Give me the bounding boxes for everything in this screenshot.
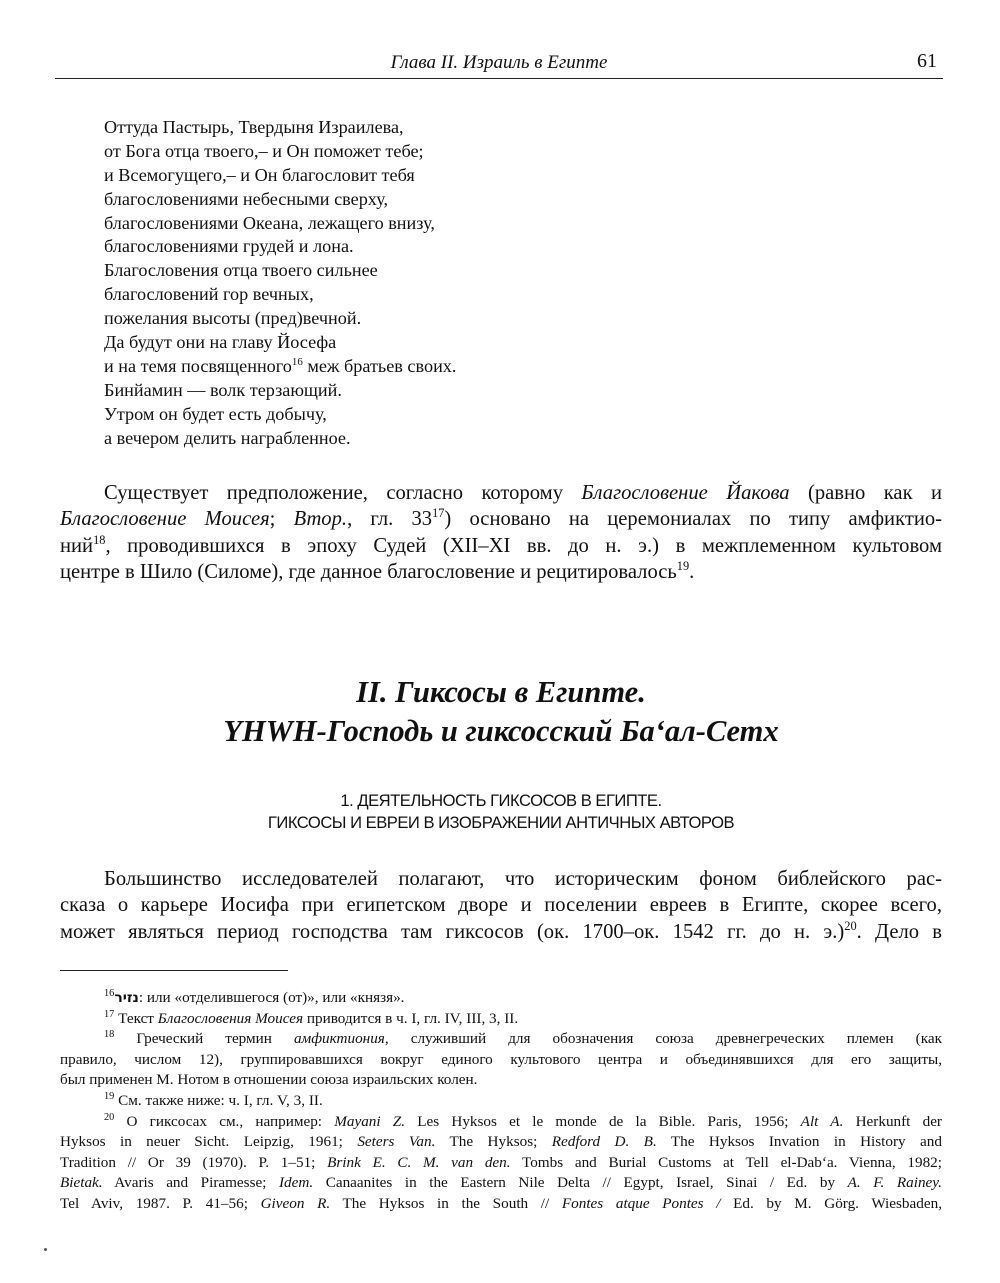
poem-line: а вечером делить награбленное. [104,427,351,448]
poem-line: пожелания высоты (пред)вечной. [104,308,362,329]
poem-line: благословений гор вечных, [104,284,314,305]
poem-block [104,116,456,450]
poem-line: Благословения отца твоего сильнее [104,260,378,281]
footnote-ref[interactable]: 17 [432,506,445,521]
poem-line: Оттуда Пастырь, Твердыня Израилева, [104,117,404,137]
footnotes: $^{16}$נזיר: или «отделившегося (от)», или «князя». $^{17}$ Текст Благословения Моисея приводится в ч. I, гл. IV, III, 3, II. $^{18}$ Греческий термин амфиктиония, служивший для обозначения союза древнегреческих племен (как правило, числом 12), группировавшихся вокруг единого культового центра и объединявшихся для его защиты, был применен М. Нотом в отношении союза израильских колен. $^{19}$ См. также ниже: ч. I, гл. V, 3, II. $^{20}$ О гиксосах см., например: Mayani Z. Les Hyksos et le monde de la Bible. Paris, 1956; Alt A. Herkunft der Hyksos in neuer Sicht. Leipzig, 1961; Seters Van. The Hyksos; Redford D. B. The Hyksos Invation in History and Tradition // Or 39 (1970). P. 1–51; Brink E. C. M. van den. Tombs and Burial Customs at Tell el-Dab‘a. Vienna, 1982; Bietak. Avaris and Piramesse; Idem. Canaanites in the Eastern Nile Delta // Egypt, Israel, Sinai / Ed. by A. F. Rainey. Tel Aviv, 1987. P. 41–56; Giveon R. The Hyksos in the South // Fontes atque Pontes / Ed. by M. Görg. Wiesbaden, [60,987,942,1212]
section-subtitle: 1. ДЕЯТЕЛЬНОСТЬ ГИКСОСОВ В ЕГИПТЕ. ГИКСОСЫ И ЕВРЕИ В ИЗОБРАЖЕНИИ АНТИЧНЫХ АВТОРОВ [267,791,735,832]
footnote-16: $^{16}$נזיר: или «отделившегося (от)», или «князя». [104,987,405,1006]
section-title: II. Гиксосы в Египте. YHWH-Господь и гиксосский Ба‘ал-Сетх [223,675,779,748]
poem-line: от Бога отца твоего,– и Он поможет тебе; [104,140,424,161]
poem-line: Бинйамин — волк терзающий. [104,379,342,400]
poem-line: благословениями небесными сверху, [104,188,389,209]
footnote-ref[interactable]: 18 [93,532,106,547]
running-header [55,48,943,79]
body-paragraph: Большинство исследователей полагают, что историческим фоном библейского рас- сказа о карьере Иосифа при египетском дворе и поселении евреев в Египте, скорее всего, может являться период господства там гиксосов (ок. 1700–ок. 1542 гг. до н. э.)$^{20}$. Дело в [60,868,942,943]
footnote-18: $^{18}$ Греческий термин амфиктиония, служивший для обозначения союза древнегреческих племен (как [104,1029,942,1048]
footnote-ref[interactable]: 16 [291,355,303,368]
footnote-ref[interactable]: 19 [676,559,690,574]
running-title: Глава II. Израиль в Египте [390,52,608,73]
scan-speck [44,1248,47,1251]
poem-line: благословениями грудей и лона. [104,236,354,257]
poem-line: Утром он будет есть добычу, [104,403,327,424]
footnote-17: $^{17}$ Текст Благословения Моисея приводится в ч. I, гл. IV, III, 3, II. [104,1008,519,1027]
poem-line: и на темя посвященного$^{16}$ меж братьев своих. [104,355,457,376]
footnote-separator [60,970,288,971]
footnote-ref[interactable]: 20 [844,918,857,933]
page-number: 61 [917,50,937,72]
poem-line: и Всемогущего,– и Он благословит тебя [104,164,415,185]
poem-line: благословениями Океана, лежащего внизу, [104,212,435,233]
footnote-20: $^{20}$ О гиксосах см., например: Mayani Z. Les Hyksos et le monde de la Bible. Paris, 1956; Alt A. Herkunft der [104,1111,942,1130]
poem-line: Да будут они на главу Йосефа [104,332,337,353]
body-paragraph: Существует предположение, согласно которому Благословение Йакова (равно как и Благословение Моисея; Втор., гл. $33^{17}$) основано на церемониалах по типу амфиктио- ний$^{18}$, проводившихся в эпоху Судей (XII–XI вв. до н. э.) в межплеменном культовом центре в Шило (Силоме), где данное благословение и рецитировалось$^{19}$. [60,482,942,584]
footnote-19: $^{19}$ См. также ниже: ч. I, гл. V, 3, II. [104,1090,323,1109]
